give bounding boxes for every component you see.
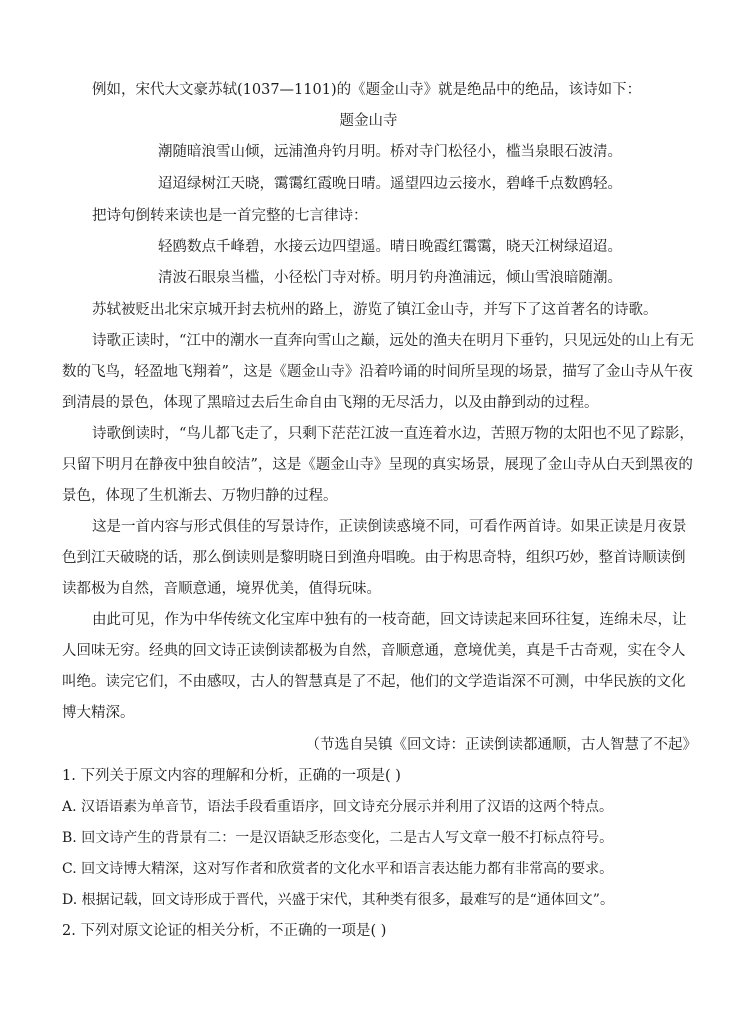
forward-reading-paragraph-line: 到清晨的景色，体现了黑暗过去后生命自由飞翔的无尽活力，以及由静到动的过程。 — [62, 395, 599, 411]
reverse-reading-paragraph-line: 诗歌倒读时，“鸟儿都飞走了，只剩下茫茫江波一直连着水边，苦照万物的太阳也不见了踪影， — [92, 426, 694, 442]
poem-title: 题金山寺 — [339, 113, 398, 129]
question-1-option-d: D. 根据记载，回文诗形成于晋代，兴盛于宋代，其种类有很多，最难写的是“通体回文”。 — [62, 892, 614, 908]
context-paragraph: 苏轼被贬出北宋京城开封去杭州的路上，游览了镇江金山寺，并写下了这首著名的诗歌。 — [92, 302, 658, 318]
conclusion-paragraph-line: 由此可见，作为中华传统文化宝库中独有的一枝奇葩，回文诗读起来回环往复，连绵未尽，让 — [92, 612, 687, 628]
reverse-reading-paragraph-line: 只留下明月在静夜中独自皎洁”，这是《题金山寺》呈现的真实场景，展现了金山寺从白天到黑夜的 — [62, 457, 693, 473]
intro-paragraph: 例如，宋代大文豪苏轼(1037—1101)的《题金山寺》就是绝品中的绝品，该诗如下： — [92, 82, 642, 98]
reverse-intro: 把诗句倒转来读也是一首完整的七言律诗： — [92, 208, 368, 224]
poem-forward-line: 迢迢绿树江天晓，霭霭红霞晚日晴。遥望四边云接水，碧峰千点数鸥轻。 — [158, 176, 622, 192]
poem-reverse-line: 轻鸥数点千峰碧，水接云边四望遥。晴日晚霞红霭霭，晓天江树绿迢迢。 — [158, 239, 622, 255]
conclusion-paragraph-line: 博大精深。 — [62, 705, 135, 721]
forward-reading-paragraph-line: 诗歌正读时，“江中的潮水一直奔向雪山之巅，远处的渔夫在明月下垂钓，只见远处的山上有无 — [92, 333, 694, 349]
question-1-option-c: C. 回文诗博大精深，这对写作者和欣赏者的文化水平和语言表达能力都有非常高的要求。 — [62, 861, 614, 877]
poem-forward-line: 潮随暗浪雪山倾，远浦渔舟钓月明。桥对寺门松径小，槛当泉眼石波清。 — [158, 144, 622, 160]
conclusion-paragraph-line: 人回味无穷。经典的回文诗正读倒读都极为自然，音顺意通，意境优美，真是千古奇观，实在令人 — [62, 643, 686, 659]
question-1-stem: 1. 下列关于原文内容的理解和分析，正确的一项是( ) — [62, 768, 401, 784]
question-1-option-b: B. 回文诗产生的背景有二：一是汉语缺乏形态变化，二是古人写文章一般不打标点符号。 — [62, 830, 614, 846]
question-1-option-a: A. 汉语语素为单音节，语法手段看重语序，回文诗充分展示并利用了汉语的这两个特点。 — [62, 799, 614, 815]
conclusion-paragraph-line: 叫绝。读完它们，不由感叹，古人的智慧真是了不起，他们的文学造诣深不可测，中华民族的文化 — [62, 674, 686, 690]
forward-reading-paragraph-line: 数的飞鸟，轻盈地飞翔着”，这是《题金山寺》沿着吟诵的时间所呈现的场景，描写了金山寺从午夜 — [62, 364, 693, 380]
summary-paragraph-line: 读都极为自然，音顺意通，境界优美，值得玩味。 — [62, 581, 381, 597]
poem-reverse-line: 清波石眼泉当槛，小径松门寺对桥。明月钓舟渔浦远，倾山雪浪暗随潮。 — [158, 270, 622, 286]
reverse-reading-paragraph-line: 景色，体现了生机渐去、万物归静的过程。 — [62, 488, 338, 504]
summary-paragraph-line: 这是一首内容与形式俱佳的写景诗作，正读倒读惑境不同，可看作两首诗。如果正读是月夜景 — [92, 519, 687, 535]
summary-paragraph-line: 色到江天破晓的话，那么倒读则是黎明晓日到渔舟唱晚。由于构思奇特，组织巧妙，整首诗顺读倒 — [62, 550, 686, 566]
source-citation: （节选自吴镇《回文诗：正读倒读都通顺，古人智慧了不起》 — [305, 737, 697, 753]
question-2-stem: 2. 下列对原文论证的相关分析，不正确的一项是( ) — [62, 923, 387, 939]
